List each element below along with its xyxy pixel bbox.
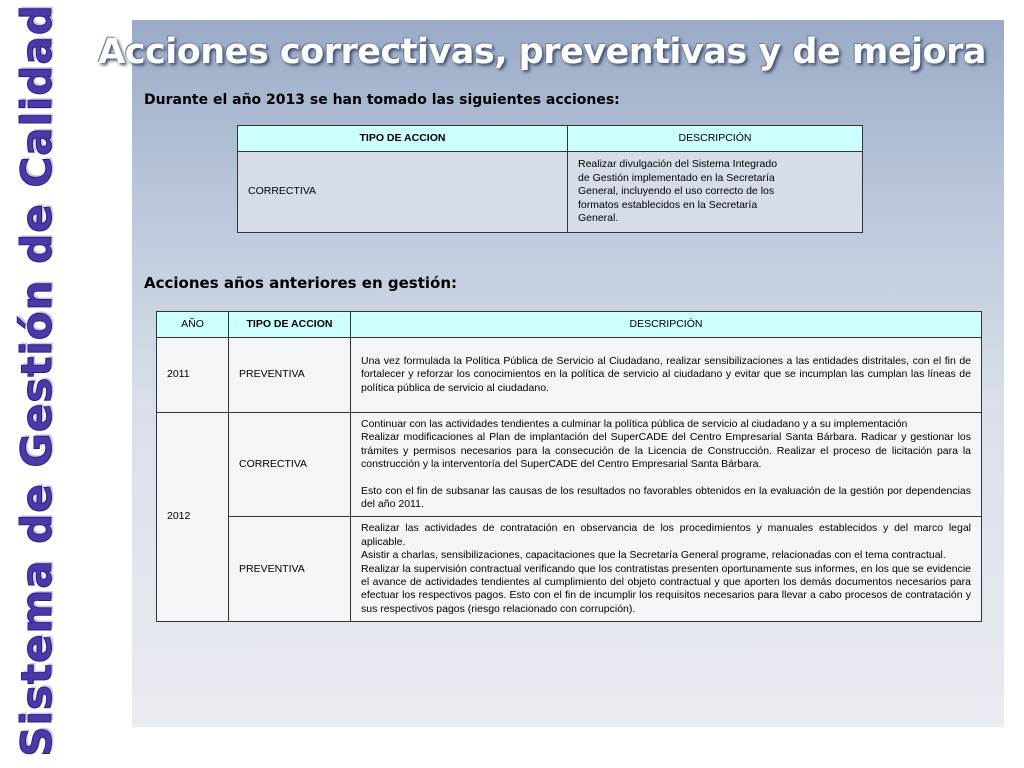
table-header-row — [238, 126, 863, 152]
header-tipo: TIPO DE ACCION — [229, 312, 351, 338]
slide-title: Acciones correctivas, preventivas y de mejora — [98, 32, 986, 72]
table-row — [238, 152, 863, 233]
descripcion-text: Realizar divulgación del Sistema Integrado de Gestión implementado en la Secretaría General, incluyendo el uso correcto de los formatos establecidos en la Secretaría General. — [578, 158, 778, 225]
cell-tipo: CORRECTIVA — [229, 413, 351, 517]
descripcion-paragraph: Realizar modificaciones al Plan de implantación del SuperCADE del Centro Empresarial Santa Bárbara. Radicar y gestionar los trámites y permisos necesarios para la consecución de la Licencia de Construcción. Realizar el proceso de licitación para la construcción y la interventoría del SuperCADE del Centro Empresarial Santa Bárbara. — [361, 431, 971, 471]
cell-year: 2012 — [157, 413, 229, 622]
table-header-row — [157, 312, 982, 338]
cell-tipo: CORRECTIVA — [238, 152, 568, 233]
cell-descripcion — [351, 517, 982, 622]
previous-actions-table — [156, 311, 982, 622]
header-descripcion: DESCRIPCIÓN — [568, 126, 863, 152]
descripcion-paragraph: Asistir a charlas, sensibilizaciones, capacitaciones que la Secretaría General programe, relacionadas con el tema contractual. — [361, 549, 946, 562]
cell-descripcion — [351, 413, 982, 517]
content-panel — [98, 20, 1004, 727]
section2-heading: Acciones años anteriores en gestión: — [144, 274, 458, 292]
cell-descripcion — [351, 338, 982, 413]
header-tipo: TIPO DE ACCION — [238, 126, 568, 152]
table-row — [157, 413, 982, 517]
table-row — [157, 517, 982, 622]
paragraph-spacer — [361, 472, 971, 485]
cell-tipo: PREVENTIVA — [229, 517, 351, 622]
descripcion-paragraph: Realizar las actividades de contratación en observancia de los procedimientos y manuales establecidos y del marco legal aplicable. — [361, 522, 971, 548]
actions-2013-table — [237, 125, 863, 233]
cell-descripcion — [568, 152, 863, 233]
cell-year: 2011 — [157, 338, 229, 413]
header-descripcion: DESCRIPCIÓN — [351, 312, 982, 338]
header-year: AÑO — [157, 312, 229, 338]
side-title-text: Sistema de Gestión de Calidad — [11, 3, 61, 757]
descripcion-paragraph: Una vez formulada la Política Pública de Servicio al Ciudadano, realizar sensibilizaciones a las entidades distritales, con el fin de fortalecer y reforzar los conocimientos en la política de servicio al ciudadano y evitar que se incumplan las cumplan las líneas de política pública de servicio al ciudadano. — [361, 354, 971, 394]
descripcion-paragraph: Esto con el fin de subsanar las causas de los resultados no favorables obtenidos en la evaluación de la gestión por dependencias del año 2011. — [361, 484, 971, 511]
descripcion-paragraph: Continuar con las actividades tendientes a culminar la política pública de servicio al ciudadano y a su implementación — [361, 418, 908, 430]
cell-tipo: PREVENTIVA — [229, 338, 351, 413]
table-row — [157, 338, 982, 413]
section1-heading: Durante el año 2013 se han tomado las siguientes acciones: — [144, 92, 620, 108]
side-title — [8, 3, 64, 757]
descripcion-paragraph: Realizar la supervisión contractual verificando que los contratistas presenten oportunamente sus informes, en los que se evidencie el avance de actividades tendientes al cumplimiento del objeto contractual y que aporten los demás documentos necesarios para efectuar los respectivos pagos. Esto con el fin de incumplir los requisitos necesarios para llevar a cabo procesos de contratación y sus respectivos pagos (riesgo relacionado con corrupción). — [361, 562, 971, 615]
